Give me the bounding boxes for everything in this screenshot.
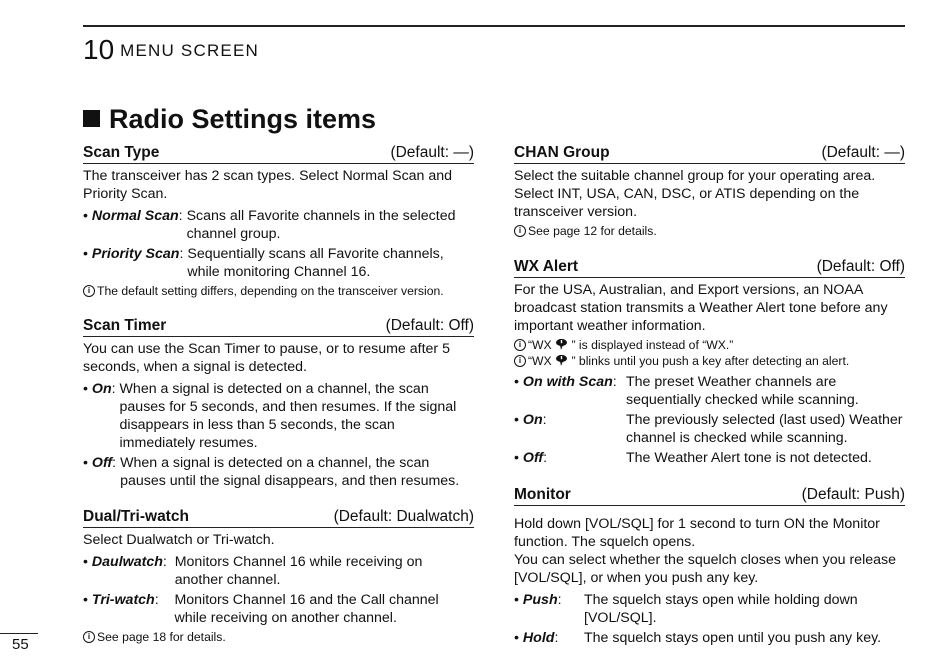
bullet-sep: : (554, 630, 559, 646)
scan-type-heading (83, 143, 474, 164)
monitor-item (514, 485, 905, 647)
note (514, 353, 905, 369)
bullet-sep: : (612, 374, 617, 390)
bullet-label: On (91, 381, 112, 397)
left-column (83, 143, 474, 645)
weather-alert-icon (555, 354, 568, 367)
chan-group-item (514, 143, 905, 239)
bullet-text: When a signal is detected on a channel, the scan pauses for 5 seconds, and then resumes. If the signal disappears in less than 5 seconds, the scan immediately resumes. (119, 381, 457, 451)
note-text: “WX (528, 354, 552, 368)
chan-group-heading (514, 143, 905, 164)
footer-rule (0, 633, 38, 634)
bullet-text: Scans all Favorite channels in the selected channel group. (186, 208, 456, 242)
bullet-row: • Priority Scan: Sequentially scans all Favorite channels, while monitoring Channel 16. (83, 245, 474, 281)
bullet-label: Hold (522, 630, 555, 646)
scan-timer-item (83, 316, 474, 490)
wx-alert-item (514, 257, 905, 467)
bullet-label: Off (91, 455, 113, 471)
item-default: (Default: Off) (385, 317, 474, 334)
item-description: Select Dualwatch or Tri-watch. (83, 532, 275, 548)
item-description: Select the suitable channel group for your operating area. Select INT, USA, CAN, DSC, or ATIS depending on the transceiver version. (514, 168, 876, 220)
bullet-row: • Daulwatch: Monitors Channel 16 while receiving on another channel. (83, 553, 474, 589)
bullet-sep: : (111, 381, 116, 397)
info-icon: i (514, 225, 526, 237)
item-default: (Default: —) (390, 144, 474, 161)
right-column (514, 143, 905, 647)
chapter-header (83, 34, 259, 67)
bullet-text: When a signal is detected on a channel, the scan pauses until the signal disappears, and then resumes. (120, 455, 460, 489)
bullet-row: • Off: When a signal is detected on a channel, the scan pauses until the signal disappears, and then resumes. (83, 454, 474, 490)
item-default: (Default: Off) (816, 258, 905, 275)
bullet-sep: : (543, 450, 548, 466)
scan-type-item (83, 143, 474, 299)
bullet-row: • On with Scan: The preset Weather channels are sequentially checked while scanning. (514, 373, 905, 409)
page-number: 55 (12, 636, 29, 653)
bullet-sep: : (178, 208, 183, 224)
info-icon: i (83, 631, 95, 643)
bullet-sep: : (542, 412, 547, 428)
item-name: Scan Type (83, 144, 160, 161)
bullet-sep: : (112, 455, 117, 471)
bullet-sep: : (162, 554, 167, 570)
item-name: CHAN Group (514, 144, 610, 161)
info-icon: i (514, 355, 526, 367)
bullet-row: • Hold: The squelch stays open until you push any key. (514, 629, 905, 647)
bullet-sep: : (154, 592, 159, 608)
info-icon: i (83, 285, 95, 297)
bullet-label: Tri-watch (91, 592, 155, 608)
section-title-text: Radio Settings items (109, 104, 377, 134)
note (83, 283, 474, 299)
dual-tri-watch-heading (83, 507, 474, 528)
bullet-label: Priority Scan (91, 246, 180, 262)
note-text: See page 12 for details. (528, 224, 657, 238)
bullet-text: The previously selected (last used) Weather channel is checked while scanning. (626, 412, 903, 446)
bullet-label: On (522, 412, 543, 428)
bullet-label: Push (522, 592, 558, 608)
note (514, 223, 905, 239)
note-text: “WX (528, 338, 552, 352)
note-text: ” blinks until you push a key after detecting an alert. (571, 354, 850, 368)
bullet-text: The Weather Alert tone is not detected. (626, 450, 872, 466)
bullet-sep: : (179, 246, 184, 262)
bullet-label: On with Scan (522, 374, 613, 390)
header-rule (83, 25, 905, 27)
bullet-row: • On: The previously selected (last used) Weather channel is checked while scanning. (514, 411, 905, 447)
wx-alert-heading (514, 257, 905, 278)
chapter-title: MENU SCREEN (120, 41, 259, 60)
item-description: You can use the Scan Timer to pause, or to resume after 5 seconds, when a signal is detected. (83, 341, 450, 375)
bullet-label: Daulwatch (91, 554, 163, 570)
bullet-row: • Off: The Weather Alert tone is not detected. (514, 449, 905, 467)
note (83, 629, 474, 645)
monitor-heading (514, 485, 905, 506)
item-name: Scan Timer (83, 317, 167, 334)
section-title (83, 104, 376, 134)
square-bullet-icon (83, 110, 100, 127)
info-icon: i (514, 339, 526, 351)
item-description: The transceiver has 2 scan types. Select Normal Scan and Priority Scan. (83, 168, 453, 202)
bullet-text: The squelch stays open while holding down [VOL/SQL]. (584, 592, 858, 626)
scan-timer-heading (83, 316, 474, 337)
note-text: See page 18 for details. (97, 630, 226, 644)
note-text: ” is displayed instead of “WX.” (571, 338, 734, 352)
bullet-row: • Normal Scan: Scans all Favorite channels in the selected channel group. (83, 207, 474, 243)
item-name: Monitor (514, 486, 571, 503)
bullet-text: The preset Weather channels are sequentially checked while scanning. (626, 374, 859, 408)
note-text: The default setting differs, depending on the transceiver version. (97, 284, 444, 298)
item-default: (Default: —) (821, 144, 905, 161)
bullet-text: Monitors Channel 16 while receiving on another channel. (174, 554, 423, 588)
weather-alert-icon (555, 338, 568, 351)
bullet-text: The squelch stays open until you push any key. (584, 630, 882, 646)
bullet-row: • Push: The squelch stays open while holding down [VOL/SQL]. (514, 591, 905, 627)
item-name: Dual/Tri-watch (83, 508, 189, 525)
bullet-row: • Tri-watch: Monitors Channel 16 and the Call channel while receiving on another channel. (83, 591, 474, 627)
bullet-row: • On: When a signal is detected on a channel, the scan pauses for 5 seconds, and then resumes. If the signal disappears in less than 5 seconds, the scan immediately resumes. (83, 380, 474, 452)
chapter-number: 10 (83, 34, 115, 65)
bullet-text: Sequentially scans all Favorite channels, while monitoring Channel 16. (187, 246, 444, 280)
note (514, 337, 905, 353)
bullet-label: Normal Scan (91, 208, 179, 224)
bullet-text: Monitors Channel 16 and the Call channel while receiving on another channel. (174, 592, 439, 626)
item-name: WX Alert (514, 258, 579, 275)
item-description: Hold down [VOL/SQL] for 1 second to turn ON the Monitor function. The squelch opens. (514, 516, 880, 550)
bullet-sep: : (557, 592, 562, 608)
dual-tri-watch-item (83, 507, 474, 645)
item-default: (Default: Dualwatch) (333, 508, 474, 525)
bullet-label: Off (522, 450, 544, 466)
item-description: You can select whether the squelch closes when you release [VOL/SQL], or when you push any key. (514, 552, 896, 586)
item-default: (Default: Push) (801, 486, 905, 503)
item-description: For the USA, Australian, and Export versions, an NOAA broadcast station transmits a Weather Alert tone before any important weather information. (514, 282, 888, 334)
